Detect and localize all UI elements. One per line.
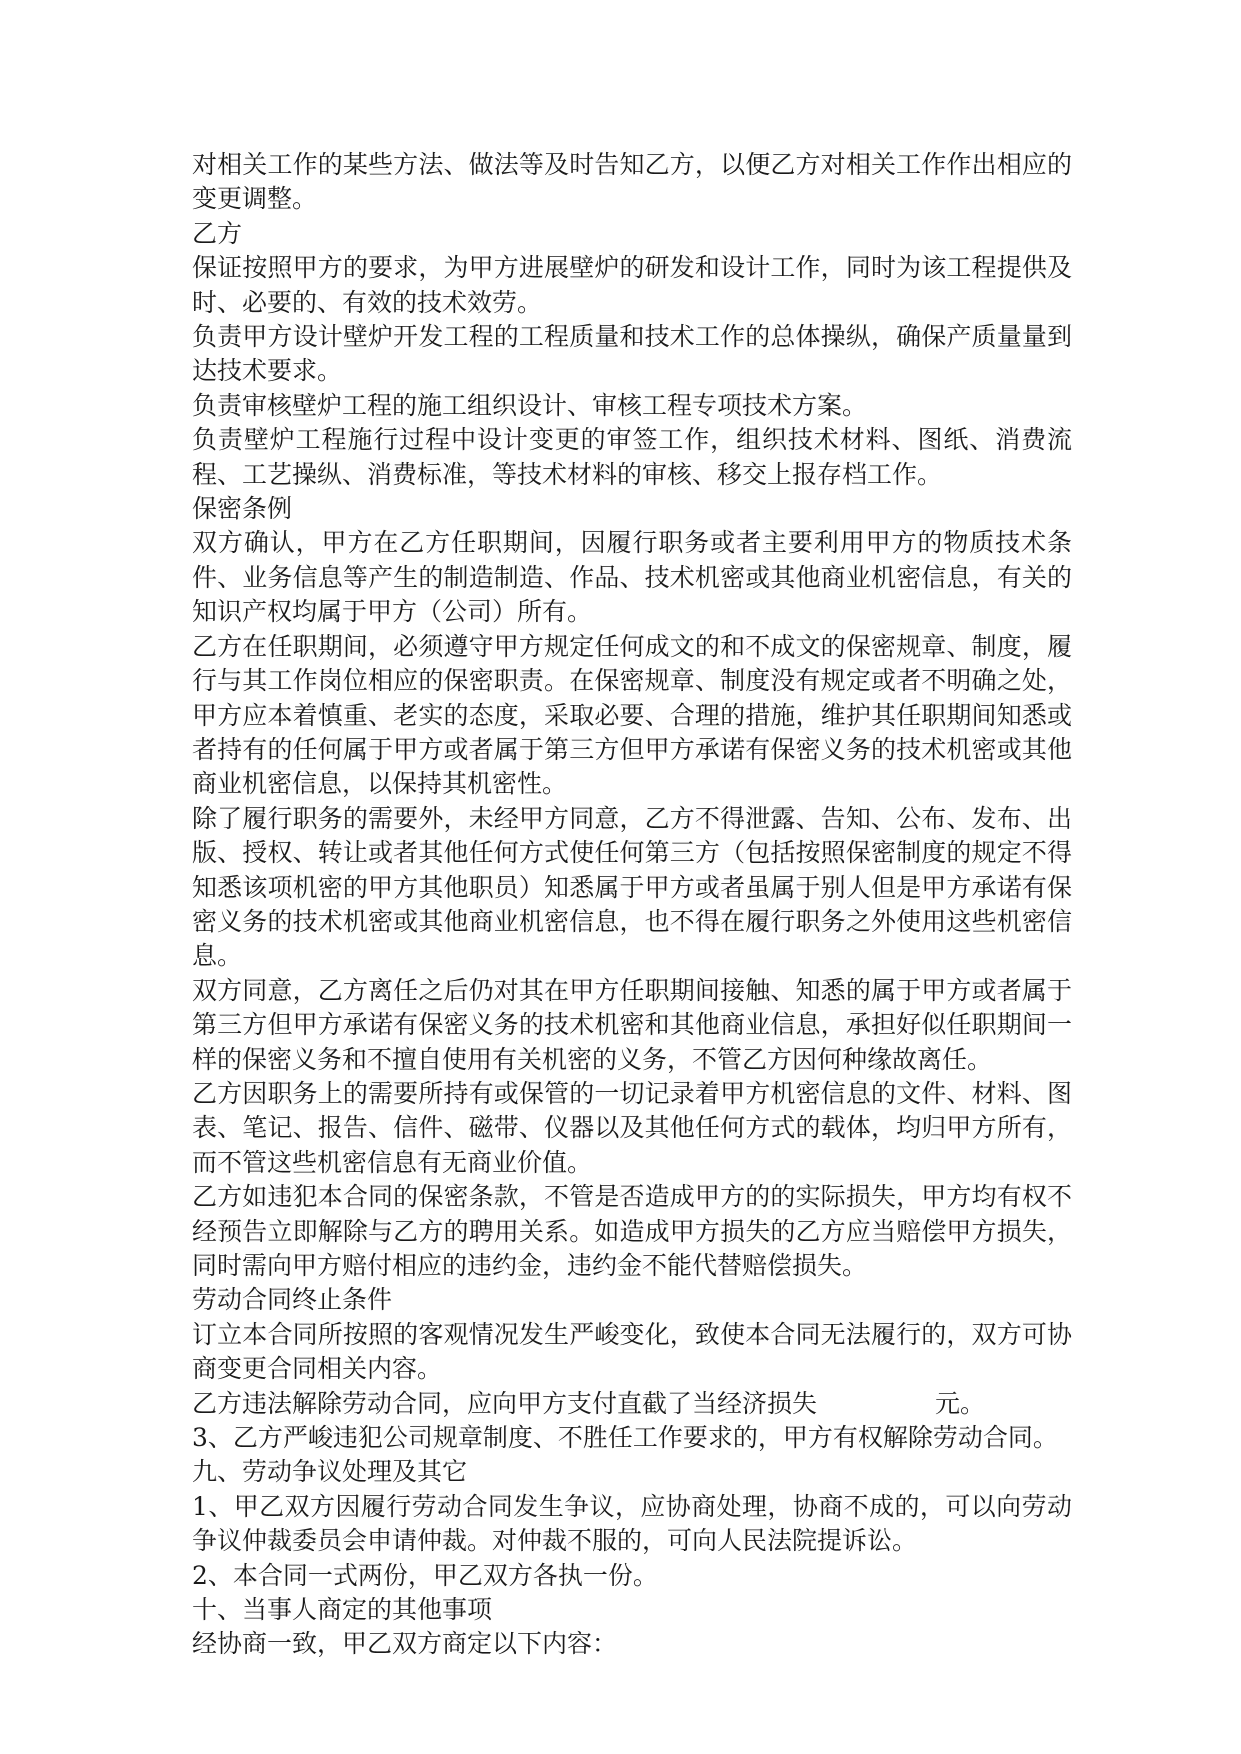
paragraph-b-duty-quality: 负责甲方设计壁炉开发工程的工程质量和技术工作的总体操纵，确保产质量量到达技术要求。 <box>192 322 1072 386</box>
paragraph-termination-right: 3、乙方严峻违犯公司规章制度、不胜任工作要求的，甲方有权解除劳动合同。 <box>192 1423 1058 1453</box>
paragraph-notice-changes: 对相关工作的某些方法、做法等及时告知乙方，以便乙方对相关工作作出相应的变更调整。 <box>192 150 1072 214</box>
paragraph-breach-penalty: 乙方如违犯本合同的保密条款，不管是否造成甲方的的实际损失，甲方均有权不经预告立即解除与乙方的聘用关系。如造成甲方损失的乙方应当赔偿甲方损失，同时需向甲方赔付相应的违约金，违约金不能代替赔偿损失。 <box>192 1182 1072 1280</box>
paragraph-confidentiality-rules: 乙方在任职期间，必须遵守甲方规定任何成文的和不成文的保密规章、制度，履行与其工作岗位相应的保密职责。在保密规章、制度没有规定或者不明确之处，甲方应本着慎重、老实的态度，采取必要、合理的措施，维护其任职期间知悉或者持有的任何属于甲方或者属于第三方但甲方承诺有保密义务的技术机密或其他商业机密信息，以保持其机密性。 <box>192 631 1072 799</box>
section-heading-confidentiality: 保密条例 <box>192 494 293 524</box>
paragraph-b-duty-archive: 负责壁炉工程施行过程中设计变更的审签工作，组织技术材料、图纸、消费流程、工艺操纵、消费标准，等技术材料的审核、移交上报存档工作。 <box>192 425 1072 489</box>
paragraph-ip-ownership: 双方确认，甲方在乙方任职期间，因履行职务或者主要利用甲方的物质技术条件、业务信息等产生的制造制造、作品、技术机密或其他商业机密信息，有关的知识产权均属于甲方（公司）所有。 <box>192 528 1072 627</box>
paragraph-non-disclosure: 除了履行职务的需要外，未经甲方同意，乙方不得泄露、告知、公布、发布、出版、授权、转让或者其他任何方式使任何第三方（包括按照保密制度的规定不得知悉该项机密的甲方其他职员）知悉属于甲方或者虽属于别人但是甲方承诺有保密义务的技术机密或其他商业机密信息，也不得在履行职务之外使用这些机密信息。 <box>192 803 1072 971</box>
paragraph-dispute-resolution: 1、甲乙双方因履行劳动合同发生争议，应协商处理，协商不成的，可以向劳动争议仲裁委员会申请仲裁。对仲裁不服的，可向人民法院提诉讼。 <box>192 1491 1072 1556</box>
section-heading-party-b: 乙方 <box>192 218 243 248</box>
section-heading-termination: 劳动合同终止条件 <box>192 1285 393 1315</box>
paragraph-materials-ownership: 乙方因职务上的需要所持有或保管的一切记录着甲方机密信息的文件、材料、图表、笔记、报告、信件、磁带、仪器以及其他任何方式的载体，均归甲方所有，而不管这些机密信息有无商业价值。 <box>192 1078 1072 1177</box>
section-heading-other-matters: 十、当事人商定的其他事项 <box>192 1595 493 1625</box>
currency-unit: 元。 <box>935 1388 986 1418</box>
paragraph-b-duty-review: 负责审核壁炉工程的施工组织设计、审核工程专项技术方案。 <box>192 390 868 420</box>
document-body <box>192 148 1072 1662</box>
paragraph-b-duty-research: 保证按照甲方的要求，为甲方进展壁炉的研发和设计工作，同时为该工程提供及时、必要的、有效的技术效劳。 <box>192 253 1072 317</box>
section-heading-dispute: 九、劳动争议处理及其它 <box>192 1457 468 1487</box>
paragraph-agreed-content: 经协商一致，甲乙双方商定以下内容： <box>192 1629 618 1659</box>
compensation-text: 乙方违法解除劳动合同，应向甲方支付直截了当经济损失 <box>192 1388 818 1418</box>
paragraph-copies: 2、本合同一式两份，甲乙双方各执一份。 <box>192 1560 658 1590</box>
paragraph-post-employment: 双方同意，乙方离任之后仍对其在甲方任职期间接触、知悉的属于甲方或者属于第三方但甲方承诺有保密义务的技术机密和其他商业信息，承担好似任职期间一样的保密义务和不擅自使用有关机密的义务，不管乙方因何种缘故离任。 <box>192 975 1072 1074</box>
paragraph-compensation <box>192 1387 1072 1421</box>
paragraph-change-of-circumstances: 订立本合同所按照的客观情况发生严峻变化，致使本合同无法履行的，双方可协商变更合同相关内容。 <box>192 1319 1072 1384</box>
